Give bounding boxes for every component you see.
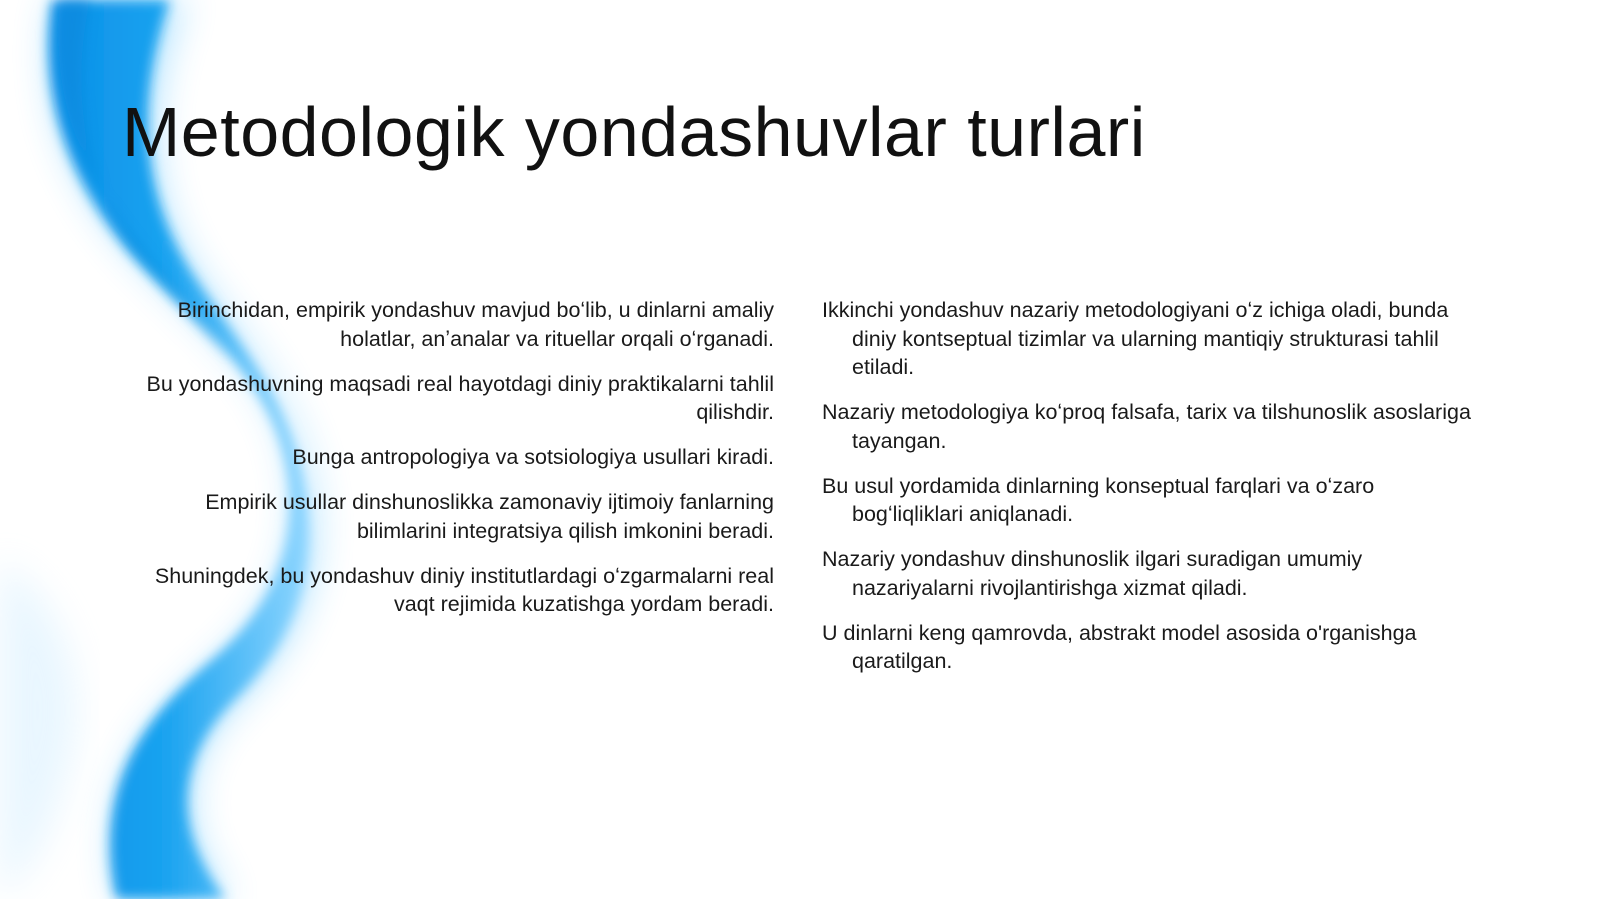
left-paragraph: Bu yondashuvning maqsadi real hayotdagi diniy praktikalarni tahlil qilishdir. [146,371,774,424]
right-paragraph: Bu usul yordamida dinlarning konseptual farqlari va oʻzaro bogʻliqliklari aniqlanadi. [822,473,1375,526]
right-text-column [822,296,1482,692]
left-paragraph: Shuningdek, bu yondashuv diniy institutlardagi oʻzgarmalarni real vaqt rejimida kuzatishga yordam beradi. [154,563,774,616]
slide-title: Metodologik yondashuvlar turlari [122,93,1146,171]
left-paragraph: Birinchidan, empirik yondashuv mavjud boʻlib, u dinlarni amaliy holatlar, anʼanalar va rituellar orqali oʻrganadi. [177,298,774,351]
left-text-column [118,296,774,635]
right-paragraph: Ikkinchi yondashuv nazariy metodologiyani oʻz ichiga oladi, bunda diniy kontseptual tizimlar va ularning mantiqiy strukturasi tahlil etiladi. [822,298,1449,379]
left-paragraph: Empirik usullar dinshunoslikka zamonaviy ijtimoiy fanlarning bilimlarini integratsiya qilish imkonini beradi. [205,490,774,543]
right-paragraph: U dinlarni keng qamrovda, abstrakt model asosida o'rganishga qaratilgan. [822,620,1417,673]
left-paragraph: Bunga antropologiya va sotsiologiya usullari kiradi. [292,445,774,469]
right-paragraph: Nazariy yondashuv dinshunoslik ilgari suradigan umumiy nazariyalarni rivojlantirishga xizmat qiladi. [822,547,1363,600]
right-paragraph: Nazariy metodologiya koʻproq falsafa, tarix va tilshunoslik asoslariga tayangan. [822,400,1471,453]
